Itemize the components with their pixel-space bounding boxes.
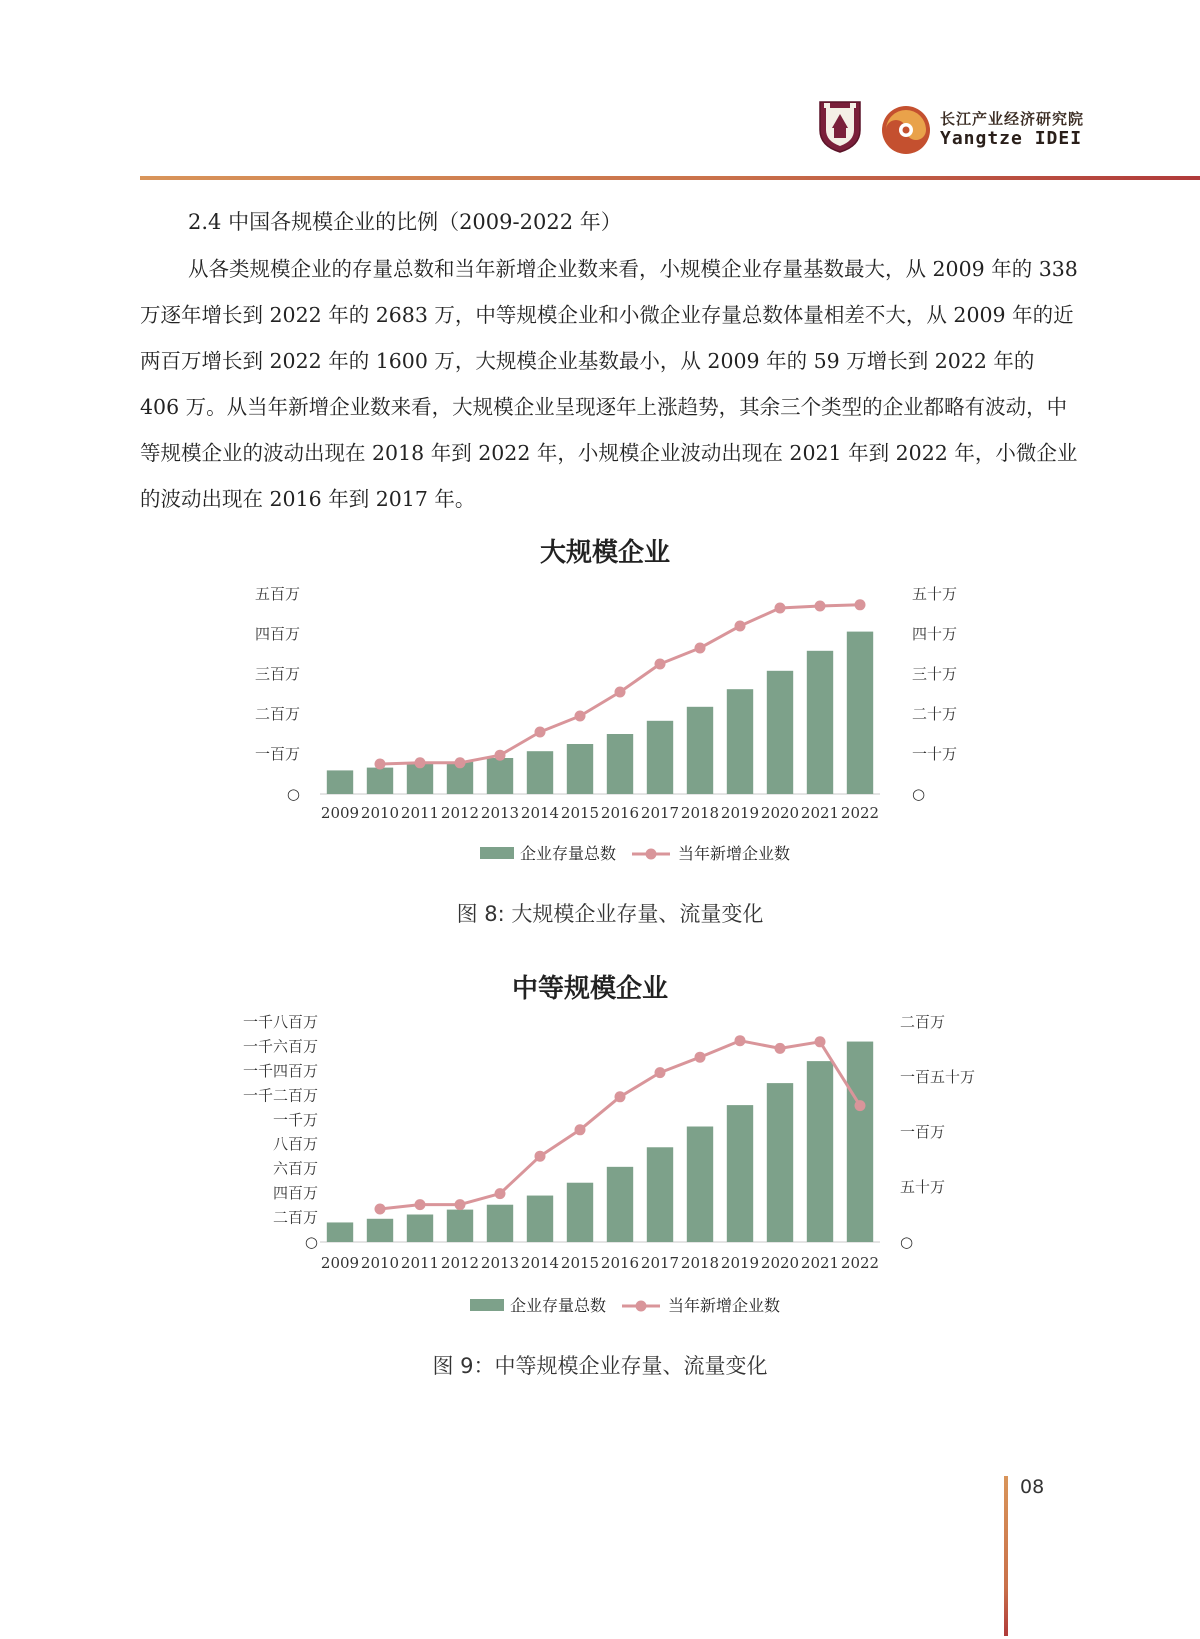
legend-line-marker	[646, 849, 657, 860]
bar	[567, 744, 593, 794]
x-tick-label: 2017	[640, 804, 680, 822]
bar	[487, 758, 513, 794]
bar	[487, 1205, 513, 1242]
bar	[687, 707, 713, 794]
x-tick-label: 2014	[520, 804, 560, 822]
line-point	[615, 687, 626, 698]
y-right-tick-label: ○	[900, 1233, 914, 1251]
line-point	[775, 1043, 786, 1054]
line-point	[655, 659, 666, 670]
x-tick-label: 2013	[480, 804, 520, 822]
bar	[407, 1215, 433, 1243]
line-point	[695, 643, 706, 654]
bar	[327, 1222, 353, 1242]
y-left-tick-label: 四百万	[272, 1184, 318, 1203]
x-tick-label: 2012	[440, 1254, 480, 1272]
bar	[767, 671, 793, 794]
y-left-tick-label: 五百万	[254, 585, 300, 603]
y-left-tick-label: 一千二百万	[242, 1086, 318, 1105]
institute-name-cn: 长江产业经济研究院	[940, 110, 1085, 128]
y-right-tick-label: 五十万	[900, 1178, 946, 1196]
x-tick-label: 2019	[720, 804, 760, 822]
chart-title-large: 大规模企业	[539, 538, 670, 568]
bar	[687, 1127, 713, 1243]
x-tick-label: 2022	[840, 804, 880, 822]
line-point	[735, 621, 746, 632]
y-right-tick-label: 二十万	[912, 705, 958, 723]
bar	[647, 1147, 673, 1242]
y-right-tick-label: 三十万	[912, 665, 958, 683]
y-left-tick-label: 六百万	[272, 1159, 318, 1178]
y-left-tick-label: 一千六百万	[242, 1037, 318, 1056]
x-tick-label: 2011	[400, 1254, 440, 1272]
bar	[447, 1210, 473, 1242]
university-crest-icon	[818, 100, 862, 154]
y-left-tick-label: ○	[304, 1233, 318, 1251]
bar	[367, 768, 393, 794]
y-left-tick-label: 一千万	[272, 1110, 318, 1129]
line-point	[735, 1035, 746, 1046]
page-number: 08	[1020, 1476, 1045, 1498]
header-rule	[140, 176, 1200, 180]
y-left-tick-label: 一百万	[254, 745, 300, 763]
chart-title-medium: 中等规模企业	[511, 974, 668, 1004]
x-tick-label: 2010	[360, 804, 400, 822]
x-tick-label: 2009	[320, 1254, 360, 1272]
line-point	[535, 727, 546, 738]
y-left-tick-label: ○	[286, 785, 300, 803]
x-tick-label: 2010	[360, 1254, 400, 1272]
line-point	[495, 750, 506, 761]
bar	[527, 751, 553, 794]
y-left-tick-label: 三百万	[254, 665, 300, 683]
chart-medium-enterprises	[0, 1012, 1200, 1352]
x-tick-label: 2017	[640, 1254, 680, 1272]
bar	[567, 1183, 593, 1242]
legend-bar-swatch	[470, 1299, 504, 1311]
x-tick-label: 2014	[520, 1254, 560, 1272]
body-paragraph: 从各类规模企业的存量总数和当年新增企业数来看，小规模企业存量基数最大，从 2009 年的 338 万逐年增长到 2022 年的 2683 万，中等规模企业和小微企业存量总数体量相差不大，从 2009 年的近两百万增长到 2022 年的 1600 万，大规模企业基数最小，从 2009 年的 59 万增长到 2022 年的 406 万。从当年新增企业数来看，大规模企业呈现逐年上涨趋势，其余三个类型的企业都略有波动，中等规模企业的波动出现在 2018 年到 2022 年，小规模企业波动出现在 2021 年到 2022 年，小微企业的波动出现在 2016 年到 2017 年。	[140, 257, 1078, 511]
bar	[607, 1167, 633, 1242]
y-left-tick-label: 一千八百万	[242, 1013, 318, 1031]
x-tick-label: 2015	[560, 1254, 600, 1272]
bar	[847, 632, 873, 794]
x-tick-label: 2022	[840, 1254, 880, 1272]
page-bar	[1004, 1476, 1008, 1636]
bar	[807, 651, 833, 794]
legend-bar-label: 企业存量总数	[510, 1296, 607, 1315]
x-tick-label: 2021	[800, 804, 840, 822]
bar	[767, 1083, 793, 1242]
y-right-tick-label: 五十万	[912, 585, 958, 603]
x-tick-label: 2018	[680, 1254, 720, 1272]
bar	[327, 770, 353, 794]
header-logos	[818, 96, 1088, 160]
line-point	[455, 757, 466, 768]
line-point	[495, 1188, 506, 1199]
x-tick-label: 2020	[760, 1254, 800, 1272]
bar	[367, 1219, 393, 1242]
body-text	[140, 246, 1080, 522]
y-right-tick-label: 二百万	[900, 1013, 946, 1031]
bar	[727, 689, 753, 794]
y-right-tick-label: 一百五十万	[900, 1068, 976, 1086]
line-point	[375, 759, 386, 770]
institute-name-en: Yangtze IDEI	[940, 128, 1083, 149]
caption-figure-9: 图 9：中等规模企业存量、流量变化	[432, 1354, 768, 1378]
legend-line-marker	[636, 1301, 647, 1312]
line-point	[375, 1204, 386, 1215]
legend-line-label: 当年新增企业数	[668, 1296, 781, 1315]
bar	[607, 734, 633, 794]
bar	[647, 721, 673, 794]
line-point	[535, 1151, 546, 1162]
line-point	[775, 603, 786, 614]
x-tick-label: 2018	[680, 804, 720, 822]
x-tick-label: 2016	[600, 1254, 640, 1272]
legend-bar-swatch	[480, 847, 514, 859]
y-left-tick-label: 四百万	[254, 625, 300, 643]
line-point	[815, 1036, 826, 1047]
caption-figure-8: 图 8: 大规模企业存量、流量变化	[456, 902, 764, 926]
x-tick-label: 2020	[760, 804, 800, 822]
line-point	[575, 711, 586, 722]
y-left-tick-label: 八百万	[272, 1135, 318, 1154]
bar	[527, 1196, 553, 1242]
y-left-tick-label: 二百万	[272, 1208, 318, 1227]
yangtze-idei-logo-icon	[880, 104, 932, 156]
line-point	[415, 1199, 426, 1210]
bar	[807, 1061, 833, 1242]
line-point	[695, 1052, 706, 1063]
y-left-tick-label: 一千四百万	[242, 1061, 318, 1080]
y-right-tick-label: 一十万	[912, 745, 958, 763]
y-right-tick-label: 一百万	[900, 1123, 946, 1141]
legend-bar-label: 企业存量总数	[520, 844, 617, 863]
line-point	[815, 601, 826, 612]
line-point	[575, 1124, 586, 1135]
line-point	[415, 757, 426, 768]
line-point	[855, 599, 866, 610]
x-tick-label: 2015	[560, 804, 600, 822]
line-point	[655, 1067, 666, 1078]
legend-line-label: 当年新增企业数	[678, 844, 791, 863]
y-right-tick-label: ○	[912, 785, 926, 803]
x-tick-label: 2016	[600, 804, 640, 822]
bar	[727, 1105, 753, 1242]
bar	[407, 764, 433, 794]
y-right-tick-label: 四十万	[912, 625, 958, 643]
x-tick-label: 2021	[800, 1254, 840, 1272]
line-point	[855, 1100, 866, 1111]
section-heading: 2.4 中国各规模企业的比例（2009-2022 年）	[188, 210, 622, 234]
line-point	[455, 1199, 466, 1210]
x-tick-label: 2009	[320, 804, 360, 822]
x-tick-label: 2013	[480, 1254, 520, 1272]
x-tick-label: 2011	[400, 804, 440, 822]
chart-large-enterprises	[0, 574, 1200, 894]
line-point	[615, 1091, 626, 1102]
x-tick-label: 2019	[720, 1254, 760, 1272]
y-left-tick-label: 二百万	[254, 705, 300, 723]
bar	[847, 1042, 873, 1242]
x-tick-label: 2012	[440, 804, 480, 822]
